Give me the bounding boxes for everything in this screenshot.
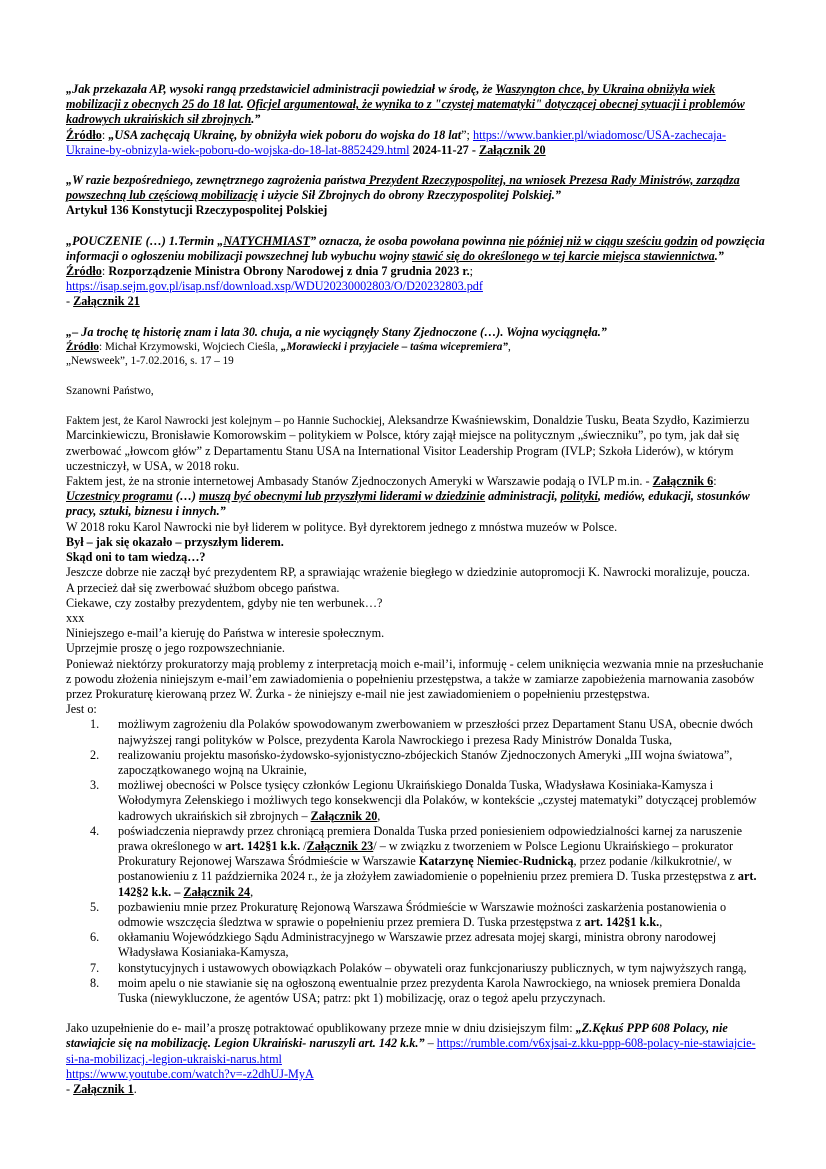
- body-paragraph-2: Faktem jest, że na stronie internetowej Ambasady Stanów Zjednoczonych Ameryki w Warszawie podają o IVLP m.in. - Załącznik 6: Uczestnicy programu (…) muszą być obecnymi lub przyszłymi liderami w dziedzinie administracji, polityki, mediów, edukacji, stosunków pracy, sztuki, biznesu i innych.”: [66, 474, 750, 519]
- body-paragraph-1: Faktem jest, że Karol Nawrocki jest kolejnym – po Hannie Suchockiej, Aleksandrze Kwaśniewskim, Donaldzie Tusku, Beata Szydło, Kazimierzu Marcinkiewiczu, Bronisławie Komorowskim – politykiem w Polsce, który zajął miejsce na politycznym „świeczniku”, po tym, jak dał się zwerbować „łowcom głów” z Departamentu Stanu USA na International Visitor Leadership Program (IVLP; Szkoła Liderów), w którym uczestniczył, w USA, w 2018 roku.: [66, 413, 750, 473]
- body-paragraph-12: Ponieważ niektórzy prokuratorzy mają problemy z interpretacją moich e-mail’i, informuję - celem uniknięcia wezwania mnie na przesłuchanie z powodu złożenia niniejszym e-mail’em zawiadomienia o popełnieniu przestępstwa, a także w zamiarze zapobieżenia marnowania zasobów przez Prokuraturę kierowaną przez W. Żurka - że niniejszy e-mail nie jest zawiadomieniem o popełnieniu przestępstwa.: [66, 656, 764, 701]
- list-item: 2. realizowaniu projektu masońsko-żydowsko-syjonistyczno-zbójeckich Stanów Zjednoczonych Ameryki „III wojna światowa”, zapoczątkowanego wojną na Ukrainie,: [90, 747, 733, 777]
- attachment-20: Załącznik 20: [478, 142, 546, 157]
- separator-xxx: xxx: [66, 610, 85, 625]
- rumble-link[interactable]: https://rumble.com/v6xjsai-z.kku-ppp-608-polacy-nie-stawiajcie-si-na-mobilizacj.-legion-ukraiski-narus.html: [66, 1036, 756, 1066]
- quote-newsweek-source: Źródło: Michał Krzymowski, Wojciech Cieśla, „Morawiecki i przyjaciele – taśma wicepremiera”,: [66, 340, 511, 353]
- body-paragraph-11: Uprzejmie proszę o jego rozpowszechnianie.: [66, 641, 285, 656]
- greeting: Szanowni Państwo,: [66, 384, 154, 397]
- quote-constitution: „W razie bezpośredniego, zewnętrznego zagrożenia państwa Prezydent Rzeczypospolitej, na wniosek Prezesa Rady Ministrów, zarządza powszechną lub częściową mobilizację i użycie Sił Zbrojnych do obrony Rzeczypospolitej Polskiej.”: [66, 173, 740, 203]
- body-paragraph-3: W 2018 roku Karol Nawrocki nie był liderem w polityce. Był dyrektorem jednego z mnóstwa muzeów w Polsce.: [66, 519, 618, 534]
- quote-pouczenie-source: Źródło: Rozporządzenie Ministra Obrony Narodowej z dnia 7 grudnia 2023 r.;: [66, 264, 474, 279]
- list-item: 1. możliwym zagrożeniu dla Polaków spowodowanym zwerbowaniem w przeszłości przez Departament Stanu USA, obecnie dwóch najwyższej rangi polityków w Polsce, prezydenta Karola Nawrockiego i prezesa Rady Ministrów Donalda Tuska,: [90, 717, 753, 747]
- quote-newsweek-source-line2: „Newsweek”, 1-7.02.2016, s. 17 – 19: [66, 355, 234, 368]
- list-item: 6. okłamaniu Wojewódzkiego Sądu Administracyjnego w Warszawie przez adresata mojej skargi, ministra obrony narodowej Władysława Kosianiaka-Kamysza,: [90, 930, 717, 960]
- quote-constitution-source: Artykuł 136 Konstytucji Rzeczypospolitej Polskiej: [66, 203, 328, 218]
- body-paragraph-6: Jeszcze dobrze nie zaczął być prezydentem RP, a sprawiając wrażenie biegłego w dziedzinie autopromocji K. Nawrocki moralizuje, poucza.: [66, 565, 750, 580]
- youtube-link[interactable]: https://www.youtube.com/watch?v=-z2dhUJ-MyA: [66, 1066, 314, 1081]
- document-page: [66, 82, 766, 1097]
- quote-ap: „Jak przekazała AP, wysoki rangą przedstawiciel administracji powiedział w środę, że Waszyngton chce, by Ukraina obniżyła wiek mobilizacji z obecnych 25 do 18 lat. Oficjel argumentował, że wynika to z "czystej matematyki" dotyczącej obecnej sytuacji i problemów kadrowych ukraińskich sił zbrojnych.”: [66, 82, 745, 127]
- list-item: 8. moim apelu o nie stawianie się na ogłoszoną ewentualnie przez prezydenta Karola Nawrockiego, na wniosek premiera Donalda Tuska (niewykluczone, że agentów USA; patrz: pkt 1) mobilizację, oraz o tegoż apelu przyczynach.: [90, 975, 741, 1005]
- body-paragraph-4: Był – jak się okazało – przyszłym liderem.: [66, 534, 284, 549]
- body-paragraph-7: A przecież dał się zwerbować służbom obcego państwa.: [66, 580, 340, 595]
- quote-ap-source: Źródło: „USA zachęcają Ukrainę, by obniżyła wiek poboru do wojska do 18 lat”; https://www.bankier.pl/wiadomosc/USA-zachecaja-Ukraine-by-obnizyla-wiek-poboru-do-wojska-do-18-lat-8852429.html 2024-11-27 - Załącznik 20: [66, 127, 727, 157]
- body-paragraph-13: Jest o:: [66, 702, 97, 717]
- bankier-link[interactable]: https://www.bankier.pl/wiadomosc/USA-zachecaja-Ukraine-by-obnizyla-wiek-poboru-do-wojska-do-18-lat-8852429.html: [66, 127, 727, 157]
- list-item: 5. pozbawieniu mnie przez Prokuraturę Rejonową Warszawa Śródmieście w Warszawie możności zaskarżenia postanowienia o odmowie wszczęcia śledztwa w sprawie o popełnieniu przez premiera D. Tuska przestępstwa z art. 142§1 k.k.,: [90, 899, 727, 929]
- body-paragraph-10: Niniejszego e-mail’a kieruję do Państwa w interesie społecznym.: [66, 626, 385, 641]
- closing-paragraph: Jako uzupełnienie do e- mail’a proszę potraktować opublikowany przeze mnie w dniu dzisiejszym film: „Z.Kękuś PPP 608 Polacy, nie stawiajcie się na mobilizację. Legion Ukraiński- naruszyli art. 142 k.k.” – https://rumble.com/v6xjsai-z.kku-ppp-608-polacy-nie-stawiajcie-si-na-mobilizacj.-legion-ukraiski-narus.html: [66, 1021, 756, 1066]
- attachment-21-line: - Załącznik 21: [66, 294, 140, 309]
- list-item: 4. poświadczenia nieprawdy przez chroniącą premiera Donalda Tuska przed poniesieniem odpowiedzialności karnej za naruszenie prawa określonego w art. 142§1 k.k. /Załącznik 23/ – w związku z tworzeniem w Polsce Legionu Ukraińskiego – prokurator Prokuratury Rejonowej Warszawa Śródmieście w Warszawie Katarzynę Niemiec-Rudnicką, przez podanie /kilkukrotnie/, w postanowieniu z 11 października 2024 r., że ja złożyłem zawiadomienie o popełnieniu przez premiera D. Tuska przestępstwa z art. 142§2 k.k. – Załącznik 24,: [90, 823, 757, 899]
- isap-link[interactable]: https://isap.sejm.gov.pl/isap.nsf/download.xsp/WDU20230002803/O/D20232803.pdf: [66, 279, 483, 294]
- body-paragraph-8: Ciekawe, czy zostałby prezydentem, gdyby nie ten werbunek…?: [66, 595, 383, 610]
- list-item: 3. możliwej obecności w Polsce tysięcy członków Legionu Ukraińskiego Donalda Tuska, Władysława Kosiniaka-Kamysza i Wołodymyra Zełenskiego i możliwych tego konsekwencji dla Polaków, w kontekście „czystej matematyki” dotyczącej problemów kadrowych ukraińskich sił zbrojnych – Załącznik 20,: [90, 778, 757, 823]
- quote-pouczenie: „POUCZENIE (…) 1.Termin „NATYCHMIAST” oznacza, że osoba powołana powinna nie później niż w ciągu sześciu godzin od powzięcia informacji o ogłoszeniu mobilizacji powszechnej lub wybuchu wojny stawić się do określonego w tej karcie miejsca stawiennictwa.”: [66, 233, 765, 263]
- list-item: 7. konstytucyjnych i ustawowych obowiązkach Polaków – obywateli oraz funkcjonariuszy publicznych, w tym najwyższych rangą,: [90, 960, 747, 975]
- attachment-1-line: - Załącznik 1.: [66, 1082, 137, 1096]
- quote-newsweek: „– Ja trochę tę historię znam i lata 30. chuja, a nie wyciągnęły Stany Zjednoczone (…). Wojna wyciągnęła.”: [66, 324, 607, 339]
- numbered-list: [66, 717, 766, 1006]
- body-paragraph-5: Skąd oni to tam wiedzą…?: [66, 550, 206, 565]
